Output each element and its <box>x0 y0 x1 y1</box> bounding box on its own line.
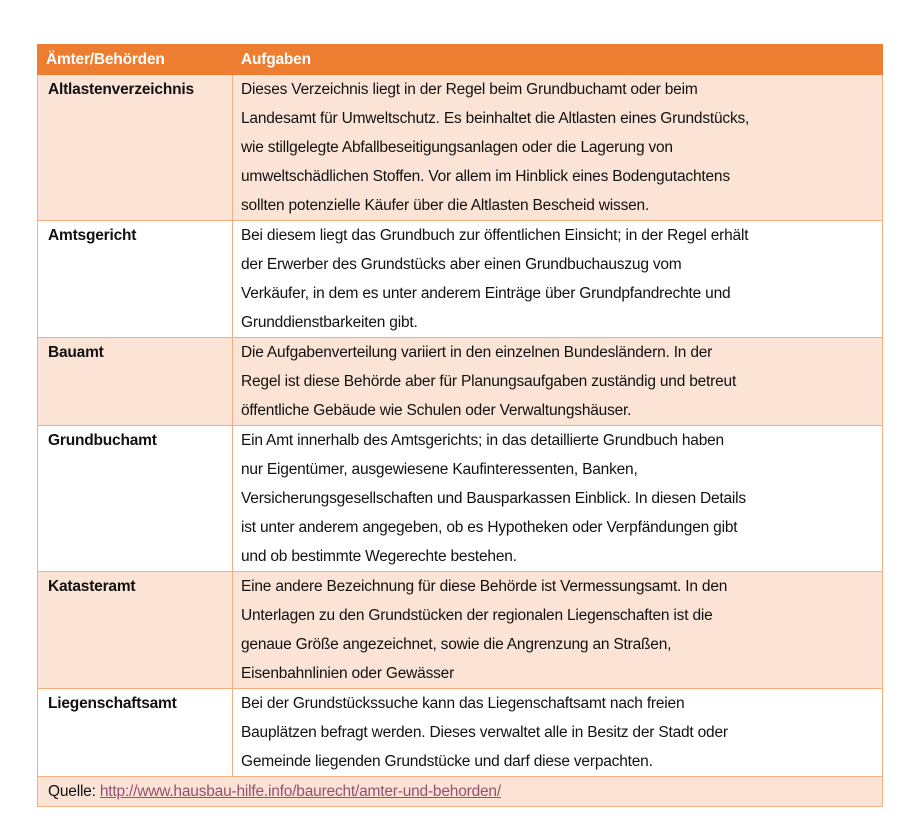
task-text-line: Versicherungsgesellschaften und Bausparkassen Einblick. In diesen Details <box>241 490 746 507</box>
table-row <box>38 426 883 572</box>
table-row <box>38 75 883 221</box>
table-row <box>38 572 883 689</box>
authority-tasks <box>233 426 883 572</box>
authority-tasks <box>233 221 883 338</box>
authority-name: Bauamt <box>38 338 233 426</box>
task-text-line: Dieses Verzeichnis liegt in der Regel beim Grundbuchamt oder beim <box>241 81 698 98</box>
task-text-line: Landesamt für Umweltschutz. Es beinhaltet die Altlasten eines Grundstücks, <box>241 110 750 127</box>
authority-tasks <box>233 572 883 689</box>
task-text-line: Bei der Grundstückssuche kann das Liegenschaftsamt nach freien <box>241 695 685 712</box>
authority-name: Altlastenverzeichnis <box>38 75 233 221</box>
task-text-line: sollten potenzielle Käufer über die Altlasten Bescheid wissen. <box>241 197 650 214</box>
authority-name: Katasteramt <box>38 572 233 689</box>
header-authorities: Ämter/Behörden <box>38 45 233 75</box>
task-text-line: genaue Größe angezeichnet, sowie die Angrenzung an Straßen, <box>241 636 672 653</box>
task-text-line: Eine andere Bezeichnung für diese Behörde ist Vermessungsamt. In den <box>241 578 728 595</box>
task-text-line: wie stillgelegte Abfallbeseitigungsanlagen oder die Lagerung von <box>241 139 673 156</box>
task-text-line: der Erwerber des Grundstücks aber einen Grundbuchauszug vom <box>241 256 682 273</box>
task-text-line: Bei diesem liegt das Grundbuch zur öffentlichen Einsicht; in der Regel erhält <box>241 227 749 244</box>
header-tasks: Aufgaben <box>233 45 883 75</box>
task-text-line: Bauplätzen befragt werden. Dieses verwaltet alle in Besitz der Stadt oder <box>241 724 728 741</box>
task-text-line: Unterlagen zu den Grundstücken der regionalen Liegenschaften ist die <box>241 607 713 624</box>
task-text-line: umweltschädlichen Stoffen. Vor allem im Hinblick eines Bodengutachtens <box>241 168 730 185</box>
source-link[interactable]: http://www.hausbau-hilfe.info/baurecht/amter-und-behorden/ <box>99 783 501 800</box>
task-text-line: Gemeinde liegenden Grundstücke und darf diese verpachten. <box>241 753 653 770</box>
task-text-line: Grunddienstbarkeiten gibt. <box>241 314 418 331</box>
authority-name: Grundbuchamt <box>38 426 233 572</box>
task-text-line: ist unter anderem angegeben, ob es Hypotheken oder Verpfändungen gibt <box>241 519 738 536</box>
authority-tasks <box>233 338 883 426</box>
authority-tasks <box>233 689 883 777</box>
task-text-line: nur Eigentümer, ausgewiesene Kaufinteressenten, Banken, <box>241 461 638 478</box>
table-row <box>38 338 883 426</box>
task-text-line: Ein Amt innerhalb des Amtsgerichts; in das detaillierte Grundbuch haben <box>241 432 724 449</box>
task-text-line: Eisenbahnlinien oder Gewässer <box>241 665 455 682</box>
table-row <box>38 221 883 338</box>
table-header-row <box>38 45 883 75</box>
authority-name: Amtsgericht <box>38 221 233 338</box>
task-text-line: Regel ist diese Behörde aber für Planungsaufgaben zuständig und betreut <box>241 373 737 390</box>
task-text-line: Verkäufer, in dem es unter anderem Einträge über Grundpfandrechte und <box>241 285 731 302</box>
authority-tasks <box>233 75 883 221</box>
table-row <box>38 689 883 777</box>
task-text-line: Die Aufgabenverteilung variiert in den einzelnen Bundesländern. In der <box>241 344 713 361</box>
task-text-line: und ob bestimmte Wegerechte bestehen. <box>241 548 517 565</box>
authorities-table <box>37 44 883 807</box>
authority-name: Liegenschaftsamt <box>38 689 233 777</box>
source-label: Quelle: <box>48 783 100 800</box>
source-row <box>38 777 883 807</box>
task-text-line: öffentliche Gebäude wie Schulen oder Verwaltungshäuser. <box>241 402 632 419</box>
